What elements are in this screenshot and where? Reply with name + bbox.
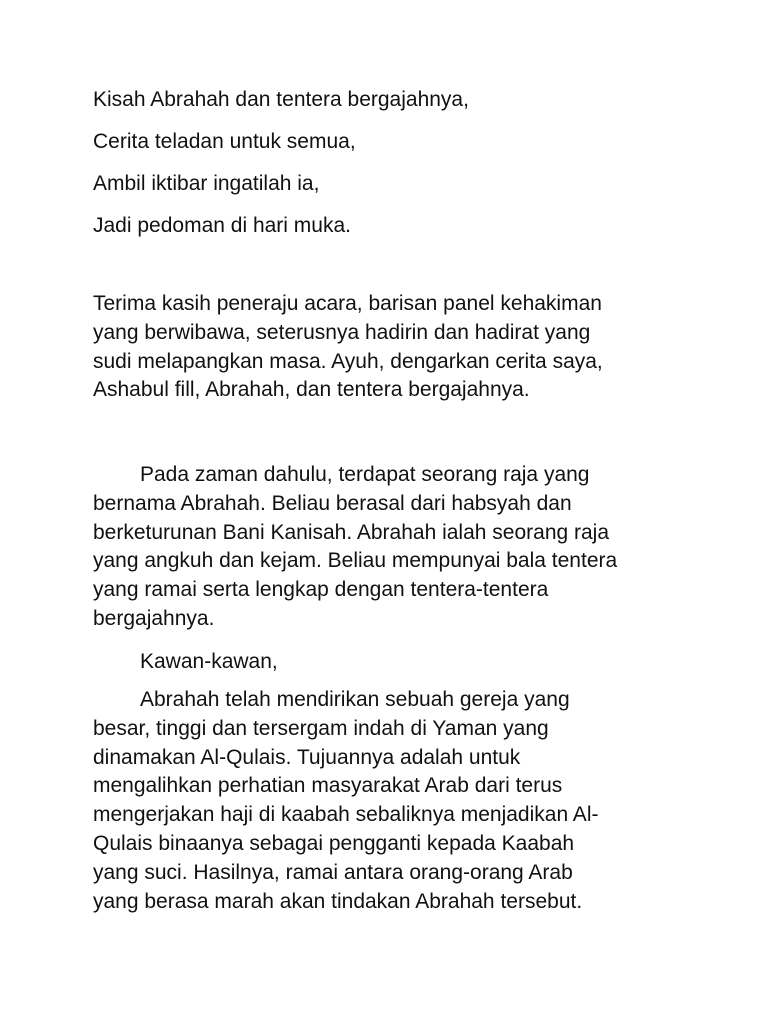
story-paragraph-1 [93, 461, 693, 634]
paragraph-line: mengerjakan haji di kaabah sebaliknya menjadikan Al- [93, 803, 599, 827]
paragraph-line: bergajahnya. [93, 606, 215, 630]
verse-line: Cerita teladan untuk semua, [93, 130, 356, 153]
paragraph-line: berketurunan Bani Kanisah. Abrahah ialah seorang raja [93, 520, 610, 544]
intro-paragraph [93, 290, 693, 405]
paragraph-line: yang angkuh dan kejam. Beliau mempunyai bala tentera [93, 549, 618, 573]
verse-line: Kisah Abrahah dan tentera bergajahnya, [93, 88, 469, 111]
paragraph-line: yang berasa marah akan tindakan Abrahah tersebut. [93, 889, 583, 913]
paragraph-line: Abrahah telah mendirikan sebuah gereja yang [140, 688, 570, 711]
document-page [93, 0, 693, 1024]
paragraph-line: Pada zaman dahulu, terdapat seorang raja yang [140, 463, 590, 486]
paragraph-line: bernama Abrahah. Beliau berasal dari habsyah dan [93, 491, 572, 515]
verse-line: Ambil iktibar ingatilah ia, [93, 172, 320, 195]
verse-line: Jadi pedoman di hari muka. [93, 214, 351, 237]
paragraph-line: yang ramai serta lengkap dengan tentera-tentera [93, 578, 549, 602]
paragraph-line: mengalihkan perhatian masyarakat Arab dari terus [93, 774, 563, 798]
greeting-paragraph [93, 648, 693, 677]
paragraph-line: yang berwibawa, seterusnya hadirin dan hadirat yang [93, 320, 591, 344]
paragraph-line: sudi melapangkan masa. Ayuh, dengarkan cerita saya, [93, 349, 603, 373]
paragraph-line: dinamakan Al-Qulais. Tujuannya adalah untuk [93, 745, 521, 769]
paragraph-line: Qulais binaanya sebagai pengganti kepada Kaabah [93, 831, 575, 855]
paragraph-line: Ashabul fill, Abrahah, dan tentera bergajahnya. [93, 378, 530, 402]
story-paragraph-2 [93, 686, 693, 916]
paragraph-line: Terima kasih peneraju acara, barisan panel kehakiman [93, 292, 602, 315]
paragraph-line: yang suci. Hasilnya, ramai antara orang-orang Arab [93, 860, 573, 884]
greeting-line: Kawan-kawan, [140, 650, 278, 673]
paragraph-line: besar, tinggi dan tersergam indah di Yaman yang [93, 716, 549, 740]
